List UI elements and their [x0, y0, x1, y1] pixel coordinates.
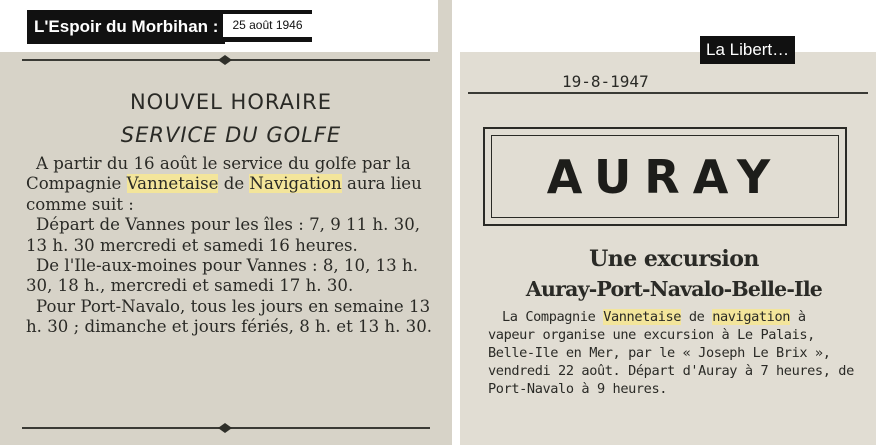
article-paragraph: De l'Ile-aux-moines pour Vannes : 8, 10, 13 h. 30, 18 h., mercredi et samedi 17 h. 30. [26, 256, 418, 296]
paragraph-text: A partir du 16 août le service du golfe par la Compagnie [26, 154, 411, 194]
town-banner-text: AURAY [491, 135, 839, 218]
highlighted-word: Vannetaise [126, 174, 219, 194]
top-ornament [218, 55, 232, 65]
article-paragraph [488, 308, 860, 398]
paragraph-text: aura lieu comme suit : [26, 174, 422, 214]
article-subheading: SERVICE DU GOLFE [120, 123, 342, 147]
source-title: L'Espoir du Morbihan : [27, 10, 225, 44]
paragraph-text: de [218, 174, 250, 194]
highlighted-word: Navigation [249, 174, 342, 194]
highlighted-word: navigation [712, 309, 791, 325]
right-article [488, 244, 860, 398]
article-paragraph [26, 154, 436, 215]
article-body [26, 154, 436, 338]
article-heading: NOUVEL HORAIRE [129, 90, 333, 114]
left-article [26, 86, 436, 338]
highlighted-word: Vannetaise [603, 309, 682, 325]
article-paragraph: Pour Port-Navalo, tous les jours en semaine 13 h. 30 ; dimanche et jours fériés, 8 h. et 13 h. 30. [26, 296, 433, 337]
article-subheading-right: Auray-Port-Navalo-Belle-Ile [525, 277, 823, 301]
article-heading-right: Une excursion [589, 246, 759, 272]
article-date: 19-8-1947 [562, 72, 649, 91]
date-rule [468, 92, 868, 94]
paragraph-text: à vapeur organise une excursion à Le Palais, Belle-Ile en Mer, par le « Joseph Le Brix », vendredi 22 août. Départ d'Auray à 7 heures, de Port-Navalo à 9 heures. [488, 309, 854, 397]
article-paragraph: Départ de Vannes pour les îles : 7, 9 11 h. 30, 13 h. 30 mercredi et samedi 16 heures. [26, 215, 421, 255]
article-body-right [488, 308, 860, 398]
town-banner [483, 127, 847, 226]
source-date: 25 août 1946 [223, 10, 312, 42]
bottom-ornament [218, 423, 232, 433]
paragraph-text: de [681, 309, 713, 325]
paragraph-text: La Compagnie [502, 309, 604, 325]
right-source-label: La Libert… [700, 36, 795, 64]
